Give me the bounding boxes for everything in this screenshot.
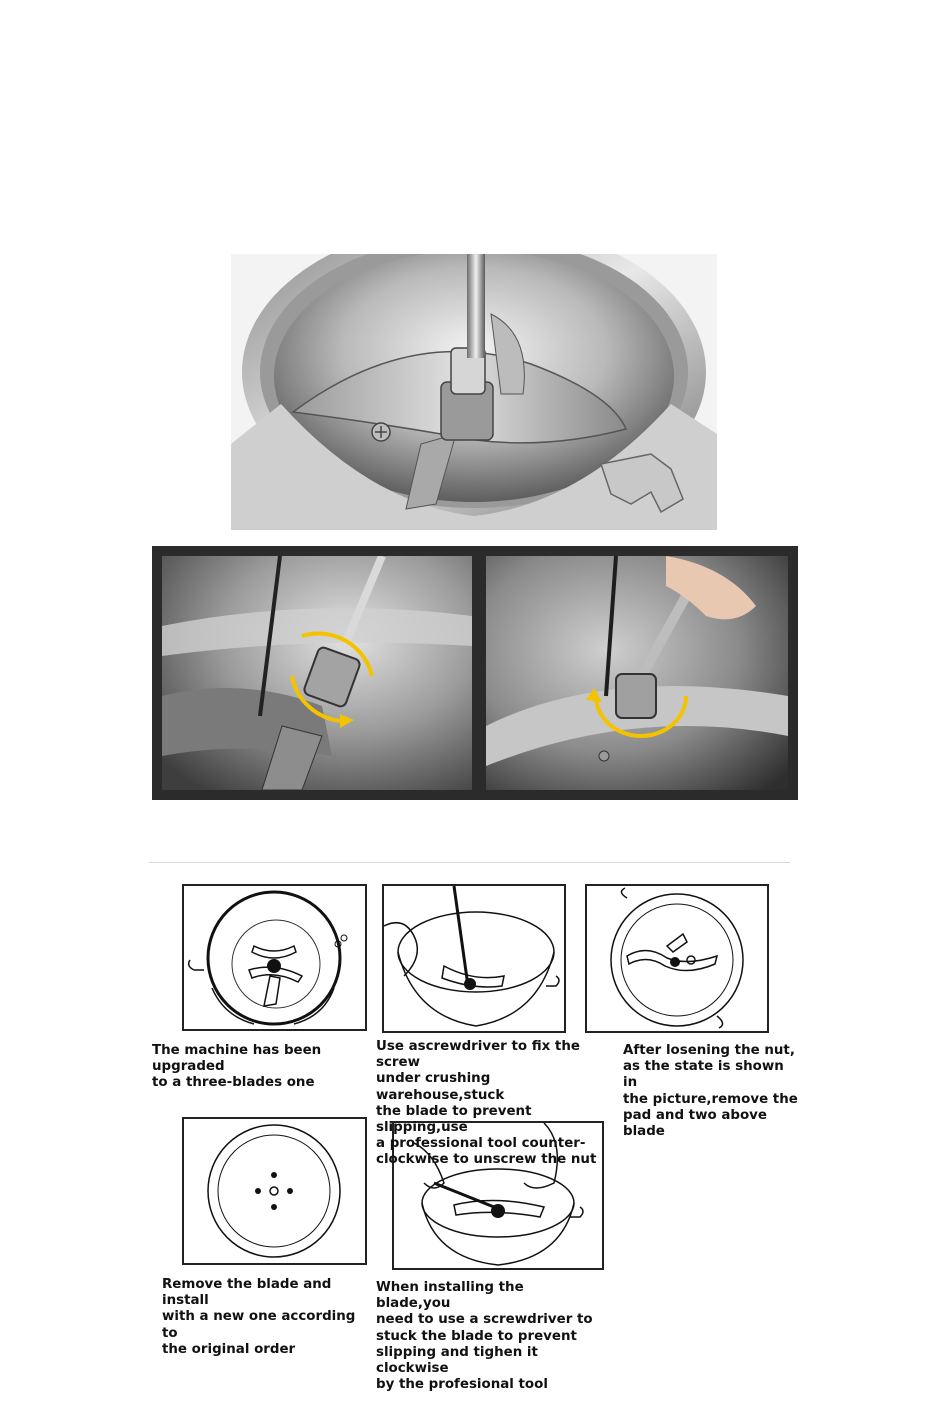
top-photo-grinder-bowl xyxy=(231,254,717,530)
step-1-illustration xyxy=(182,884,367,1031)
step-4-illustration xyxy=(182,1117,367,1265)
step-3-caption: After losening the nut, as the state is shown in the picture,remove the pad and two above blade xyxy=(623,1043,798,1140)
step-4-caption: Remove the blade and install with a new one according to the original order xyxy=(162,1277,356,1357)
process-photos-panel xyxy=(152,546,798,800)
photo-hand-tool xyxy=(486,556,788,790)
step-3-illustration xyxy=(585,884,769,1033)
section-divider xyxy=(149,862,790,863)
photo-unscrew-nut xyxy=(162,556,472,790)
step-2-illustration xyxy=(382,884,566,1033)
step-5-caption: When installing the blade,you need to use a screwdriver to stuck the blade to prevent slipping and tighen it clockwise by the profesional tool xyxy=(376,1280,593,1393)
step-2-caption: Use ascrewdriver to fix the screw under crushing warehouse,stuck the blade to prevent slipping,use a professional tool counter- clockwise to unscrew the nut xyxy=(376,1039,597,1168)
step-1-caption: The machine has been upgraded to a three-blades one xyxy=(152,1043,322,1091)
